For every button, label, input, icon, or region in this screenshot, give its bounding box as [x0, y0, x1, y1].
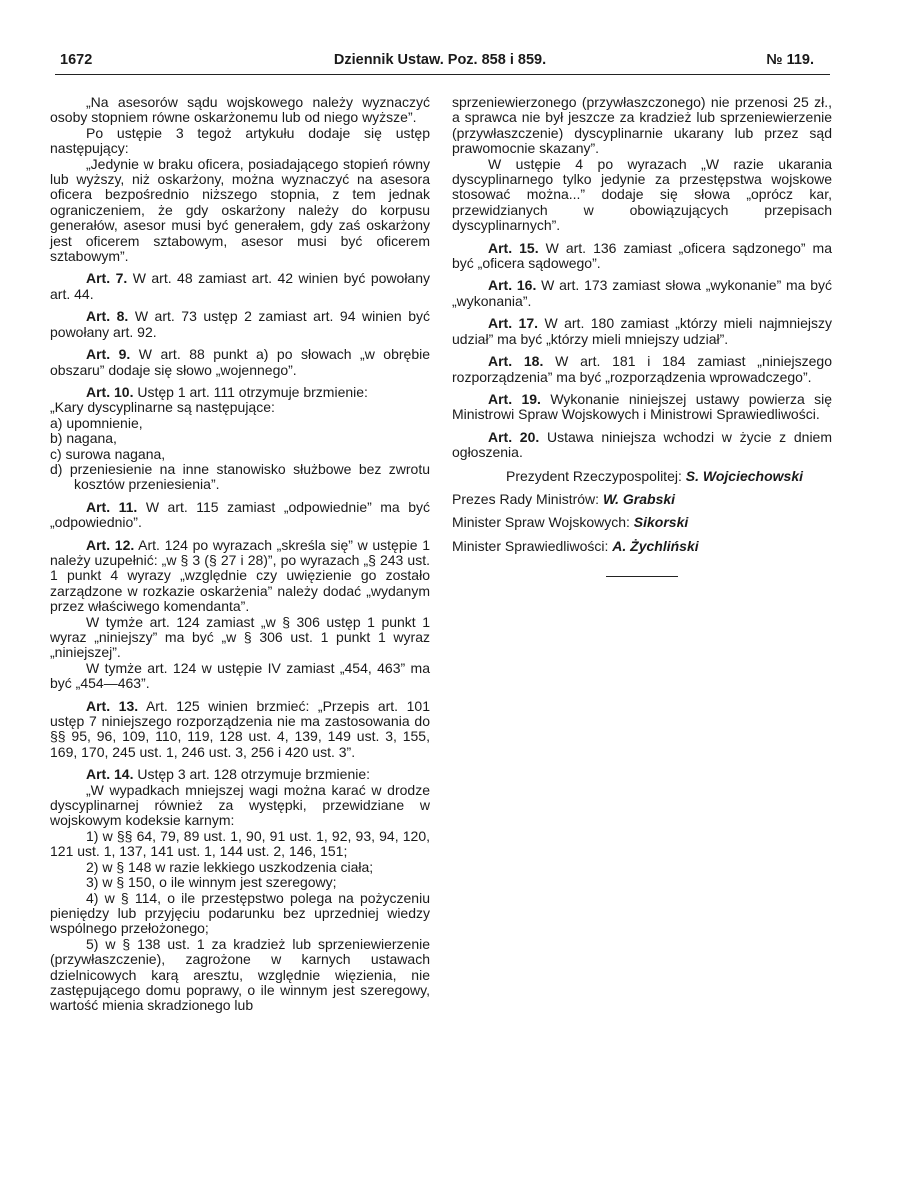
article-label: Art. 12. [86, 536, 135, 553]
list-item: a) upomnienie, [50, 414, 143, 431]
article-12 [50, 538, 430, 615]
article-label: Art. 15. [488, 239, 539, 256]
signature-role: Prezes Rady Ministrów: [452, 490, 600, 507]
list-item: 3) w § 150, o ile winnym jest szeregowy; [86, 874, 337, 891]
article-label: Art. 9. [86, 346, 131, 363]
article-label: Art. 7. [86, 270, 128, 287]
signature-president [452, 469, 832, 484]
right-column [452, 95, 832, 577]
end-rule [606, 576, 678, 577]
article-label: Art. 14. [86, 766, 134, 783]
article-text: W art. 48 zamiast art. 42 winien być powołany art. 44. [50, 270, 430, 302]
paragraph: W tymże art. 124 zamiast „w § 306 ustęp 1 punkt 1 wyraz „niniejszy” ma być „w § 306 ust. 1 punkt 1 wyraz „niniejszej”. [50, 613, 430, 661]
paragraph: „Na asesorów sądu wojskowego należy wyznaczyć osoby stopniem równe oskarżonemu lub od niego wyższe”. [50, 94, 430, 126]
article-20 [452, 430, 832, 461]
paragraph: „W wypadkach mniejszej wagi można karać w drodze dyscyplinarnej również za występki, przewidziane w wojskowym kodeksie karnym: [50, 781, 430, 829]
article-text: W art. 136 zamiast „oficera sądzonego” ma być „oficera sądowego”. [452, 239, 833, 272]
article-label: Art. 20. [488, 428, 540, 445]
list-item: 1) w §§ 64, 79, 89 ust. 1, 90, 91 ust. 1, 92, 93, 94, 120, 121 ust. 1, 137, 141 ust. 1, 144 ust. 2, 146, 151; [50, 827, 430, 860]
issue-number: № 119. [766, 52, 814, 68]
list-item: 2) w § 148 w razie lekkiego uszkodzenia ciała; [86, 858, 374, 875]
article-18 [452, 354, 832, 385]
signature-name: W. Grabski [602, 490, 676, 507]
article-7 [50, 271, 430, 302]
list-item: 5) w § 138 ust. 1 za kradzież lub sprzeniewierzenie (przywłaszczenie), zagrożone w karnych ustawach dzielnicowych karą aresztu, względnie więzienia, nie zastępującego domu poprawy, o ile winnym jest szeregowy, wartość mienia skradzionego lub [50, 935, 430, 1014]
paragraph: W ustępie 4 po wyrazach „W razie ukarania dyscyplinarnego tylko jedynie za przestępstwa wojskowe stosować można...” dodaje się słowa „oprócz kar, przewidzianych w obowiązujących przepisach dyscyplinarnych”. [452, 155, 832, 234]
article-label: Art. 16. [488, 277, 537, 294]
article-text: W art. 181 i 184 zamiast „niniejszego rozporządzenia” ma być „rozporządzenia wprowadczego”. [452, 353, 832, 385]
article-16 [452, 278, 832, 309]
signature-military-minister [452, 515, 832, 530]
journal-title: Dziennik Ustaw. Poz. 858 i 859. [333, 52, 547, 68]
article-text: W art. 180 zamiast „którzy mieli najmniejszy udział” ma być „którzy mieli mniejszy udział”. [452, 315, 832, 347]
list-item: d) przeniesienie na inne stanowisko służbowe bez zwrotu kosztów przeniesienia”. [50, 460, 430, 493]
article-label: Art. 10. [86, 383, 134, 400]
article-text: Ustęp 1 art. 111 otrzymuje brzmienie: [137, 383, 368, 400]
page-number: 1672 [60, 52, 93, 68]
article-text: Art. 124 po wyrazach „skreśla się” w ustępie 1 należy uzupełnić: „w § 3 (§ 27 i 28)”, po wyrazach „§ 243 ust. 1 punkt 4 wyrazy „względnie czy uwięzienie go zostało zarządzone w rozkazie oskarżenia” należy dodać „wydanym przez właściwego komendanta”. [50, 536, 430, 615]
list-item: b) nagana, [50, 430, 117, 447]
list-item: c) surowa nagana, [50, 445, 166, 462]
signature-justice-minister [452, 539, 832, 554]
article-8 [50, 309, 430, 340]
signature-role: Prezydent Rzeczypospolitej: [506, 467, 682, 484]
paragraph: W tymże art. 124 w ustępie IV zamiast „454, 463” ma być „454—463”. [50, 659, 430, 692]
article-15 [452, 241, 832, 272]
paragraph: sprzeniewierzonego (przywłaszczonego) nie przenosi 25 zł., a sprawca nie był jeszcze za kradzież lub sprzeniewierzenie (przywłaszczenie) dyscyplinarnie ukarany lub przez sąd prawomocnie skazany”. [452, 94, 832, 157]
article-text: W art. 88 punkt a) po słowach „w obrębie obszaru” dodaje się słowo „wojennego”. [50, 346, 430, 378]
article-text: W art. 115 zamiast „odpowiednie” ma być „odpowiednio”. [50, 498, 431, 531]
list-intro: „Kary dyscyplinarne są następujące: [50, 399, 275, 416]
signature-name: A. Żychliński [612, 537, 699, 554]
article-11 [50, 500, 430, 531]
article-label: Art. 13. [86, 697, 139, 714]
article-text: W art. 73 ustęp 2 zamiast art. 94 winien być powołany art. 92. [50, 308, 430, 340]
article-text: Wykonanie niniejszej ustawy powierza się Ministrowi Spraw Wojskowych i Ministrowi Sprawiedliwości. [452, 390, 833, 423]
page-header [50, 52, 830, 74]
article-text: Ustawa niniejsza wchodzi w życie z dniem ogłoszenia. [452, 428, 832, 461]
article-text: W art. 173 zamiast słowa „wykonanie” ma być „wykonania”. [452, 277, 832, 309]
article-13 [50, 699, 430, 761]
signature-prime-minister [452, 492, 832, 507]
article-label: Art. 17. [488, 315, 539, 332]
article-text: Art. 125 winien brzmieć: „Przepis art. 101 ustęp 7 niniejszego rozporządzenia nie ma zastosowania do §§ 95, 96, 109, 110, 119, 128 ust. 4, 139, 149 ust. 3, 155, 169, 170, 245 ust. 1, 246 ust. 3, 256 i 420 ust. 3”. [50, 697, 430, 760]
article-label: Art. 18. [488, 353, 544, 370]
article-label: Art. 11. [86, 498, 138, 515]
article-17 [452, 316, 832, 347]
signature-name: S. Wojciechowski [685, 467, 803, 484]
signature-name: Sikorski [633, 514, 689, 531]
article-label: Art. 8. [86, 308, 129, 325]
left-column [50, 95, 430, 1014]
signature-role: Minister Spraw Wojskowych: [452, 514, 630, 531]
signature-role: Minister Sprawiedliwości: [452, 537, 609, 554]
article-text: Ustęp 3 art. 128 otrzymuje brzmienie: [137, 766, 371, 783]
header-rule [55, 74, 830, 75]
article-10 [50, 385, 430, 400]
article-19 [452, 392, 832, 423]
paragraph: Po ustępie 3 tegoż artykułu dodaje się ustęp następujący: [50, 124, 430, 157]
list-item: 4) w § 114, o ile przestępstwo polega na pożyczeniu pieniędzy lub przyjęciu podarunku bez uprzedniej wiedzy wspólnego przełożonego; [50, 889, 430, 937]
paragraph: „Jedynie w braku oficera, posiadającego stopień równy lub wyższy, niż oskarżony, można wyznaczyć na asesora oficera bezpośrednio niższego stopnia, z tem jednak ograniczeniem, że gdy oskarżony należy do korpusu generałów, asesor musi być generałem, gdy zaś oskarżony jest oficerem sztabowym, asesor musi być oficerem sztabowym”. [50, 155, 430, 265]
article-label: Art. 19. [488, 390, 541, 407]
article-9 [50, 347, 430, 378]
article-14 [50, 767, 430, 782]
